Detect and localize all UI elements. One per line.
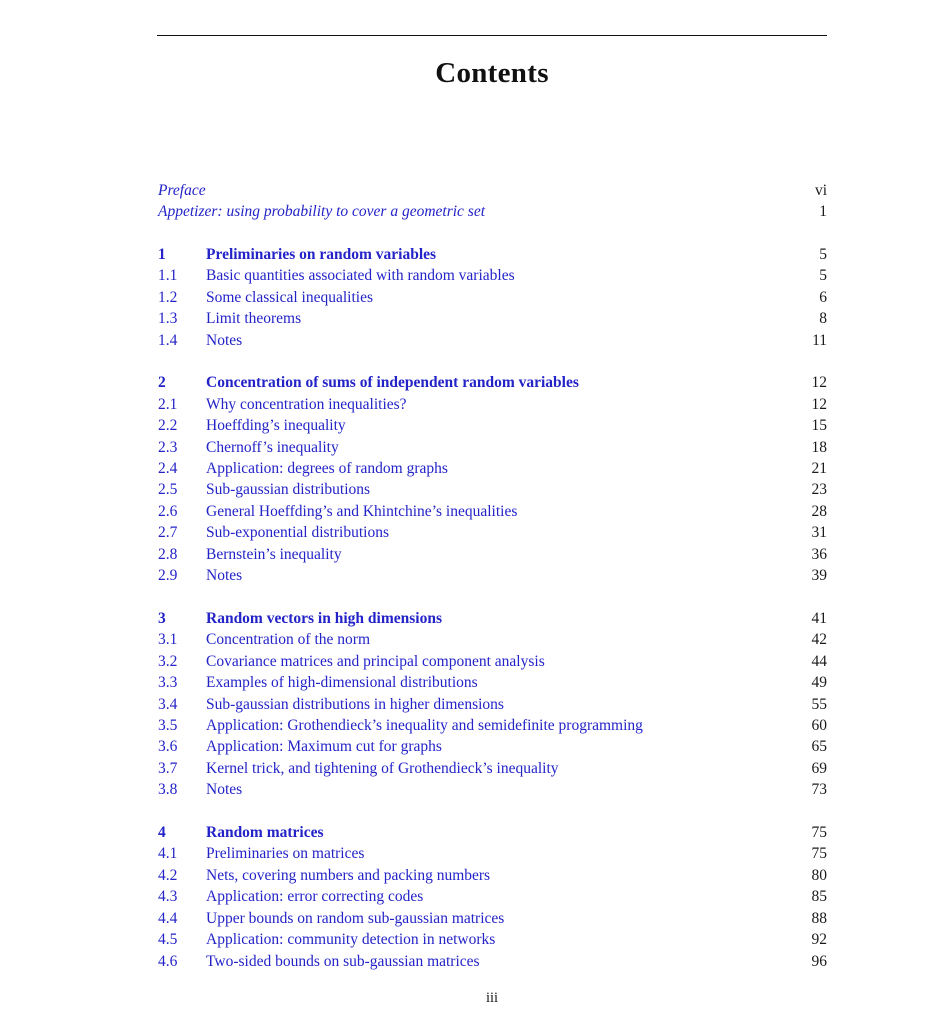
entry-number: 3.8 (158, 781, 178, 799)
entry-page-number: 96 (811, 952, 827, 970)
toc-entry-section-3.8[interactable] (158, 779, 827, 800)
entry-title-link[interactable]: Covariance matrices and principal component analysis (206, 652, 545, 670)
entry-number: 3.7 (158, 759, 178, 777)
entry-title-link[interactable]: Some classical inequalities (206, 288, 374, 306)
entry-title-link[interactable]: Bernstein’s inequality (206, 545, 342, 563)
entry-page-number: 80 (811, 866, 827, 884)
entry-page-number: 11 (812, 331, 827, 349)
entry-number: 4.4 (158, 909, 178, 927)
entry-number: 3.5 (158, 716, 178, 734)
entry-number: 3.3 (158, 674, 178, 692)
entry-page-number: 28 (811, 502, 827, 520)
entry-number: 3.4 (158, 695, 178, 713)
toc-entry-section-2.5[interactable] (158, 479, 827, 500)
entry-number: 2.2 (158, 417, 178, 435)
entry-title-link[interactable]: General Hoeffding’s and Khintchine’s inequalities (206, 502, 518, 520)
toc-entry-frontmatter-0[interactable] (158, 180, 827, 201)
entry-title-link[interactable]: Application: Maximum cut for graphs (206, 738, 442, 756)
entry-page-number: 5 (819, 245, 827, 263)
entry-page-number: 6 (819, 288, 827, 306)
toc-entry-section-4.6[interactable] (158, 951, 827, 972)
entry-title-link[interactable]: Random matrices (206, 823, 324, 841)
entry-number: 2.5 (158, 481, 178, 499)
entry-title-link[interactable]: Notes (206, 781, 243, 799)
toc-entry-chapter-1[interactable] (158, 244, 827, 265)
entry-number: 4.3 (158, 888, 178, 906)
toc-entry-section-4.5[interactable] (158, 929, 827, 950)
entry-title-link[interactable]: Sub-exponential distributions (206, 524, 389, 542)
toc-entry-section-2.2[interactable] (158, 415, 827, 436)
entry-title-link[interactable]: Notes (206, 567, 243, 585)
entry-page-number: 92 (811, 931, 827, 949)
entry-title-link[interactable]: Nets, covering numbers and packing numbers (206, 866, 491, 884)
toc-entry-section-2.7[interactable] (158, 522, 827, 543)
entry-number: 1.4 (158, 331, 178, 349)
entry-title-link[interactable]: Preliminaries on matrices (206, 845, 365, 863)
entry-page-number: 44 (811, 652, 827, 670)
toc-entry-section-2.4[interactable] (158, 458, 827, 479)
entry-page-number: 75 (811, 823, 827, 841)
entry-title-link[interactable]: Why concentration inequalities? (206, 395, 407, 413)
entry-page-number: 73 (811, 781, 827, 799)
entry-title-link[interactable]: Application: degrees of random graphs (206, 459, 448, 477)
entry-title-link[interactable]: Upper bounds on random sub-gaussian matrices (206, 909, 505, 927)
entry-number: 2.6 (158, 502, 178, 520)
entry-title-link[interactable]: Examples of high-dimensional distributions (206, 674, 478, 692)
entry-title-link[interactable]: Kernel trick, and tightening of Grothendieck’s inequality (206, 759, 559, 777)
toc-entry-section-1.3[interactable] (158, 308, 827, 329)
entry-number: 2 (158, 374, 166, 392)
header-rule (157, 35, 827, 36)
entry-number: 3 (158, 609, 166, 627)
toc-entry-section-4.1[interactable] (158, 843, 827, 864)
entry-page-number: 31 (811, 524, 827, 542)
toc-entry-section-3.4[interactable] (158, 694, 827, 715)
entry-page-number: 5 (819, 267, 827, 285)
entry-page-number: 15 (811, 417, 827, 435)
entry-title-link[interactable]: Limit theorems (206, 310, 302, 328)
entry-page-number: 65 (811, 738, 827, 756)
entry-page-number: 23 (811, 481, 827, 499)
entry-title-link[interactable]: Two-sided bounds on sub-gaussian matrices (206, 952, 480, 970)
entry-title-link[interactable]: Application: error correcting codes (206, 888, 424, 906)
entry-title-link[interactable]: Preface (158, 182, 206, 199)
toc-entry-chapter-2[interactable] (158, 372, 827, 393)
entry-page-number: 85 (811, 888, 827, 906)
entry-title-link[interactable]: Concentration of sums of independent random variables (206, 374, 579, 392)
table-of-contents (158, 180, 827, 972)
entry-title-link[interactable]: Appetizer: using probability to cover a geometric set (158, 203, 486, 221)
toc-entry-section-4.2[interactable] (158, 865, 827, 886)
toc-entry-section-2.8[interactable] (158, 544, 827, 565)
entry-title-link[interactable]: Sub-gaussian distributions in higher dimensions (206, 695, 504, 713)
entry-title-link[interactable]: Random vectors in high dimensions (206, 609, 442, 627)
entry-number: 2.1 (158, 395, 178, 413)
entry-number: 2.4 (158, 459, 178, 477)
entry-title-link[interactable]: Application: Grothendieck’s inequality and semidefinite programming (206, 716, 643, 734)
entry-page-number: 1 (819, 203, 827, 221)
entry-title-link[interactable]: Application: community detection in networks (206, 931, 496, 949)
entry-page-number: 69 (811, 759, 827, 777)
entry-page-number: 75 (811, 845, 827, 863)
entry-number: 2.8 (158, 545, 178, 563)
entry-page-number: 18 (811, 438, 827, 456)
page-title: Contents (435, 57, 549, 89)
entry-number: 1 (158, 245, 166, 263)
entry-number: 1.1 (158, 267, 178, 285)
toc-entry-section-1.2[interactable] (158, 287, 827, 308)
toc-entry-chapter-4[interactable] (158, 822, 827, 843)
entry-number: 2.3 (158, 438, 178, 456)
toc-entry-section-2.9[interactable] (158, 565, 827, 586)
entry-page-number: 36 (811, 545, 827, 563)
toc-entry-section-3.6[interactable] (158, 736, 827, 757)
entry-page-number: 42 (811, 631, 827, 649)
entry-page-number: 41 (811, 609, 827, 627)
entry-number: 3.1 (158, 631, 178, 649)
entry-page-number: 49 (811, 674, 827, 692)
entry-title-link[interactable]: Chernoff’s inequality (206, 438, 339, 456)
entry-number: 4.5 (158, 931, 178, 949)
entry-page-number: 12 (811, 374, 827, 392)
entry-title-link[interactable]: Concentration of the norm (206, 631, 370, 649)
entry-page-number: 21 (811, 459, 827, 477)
entry-title-link[interactable]: Preliminaries on random variables (206, 245, 437, 263)
entry-number: 4.6 (158, 952, 178, 970)
entry-number: 2.9 (158, 567, 178, 585)
toc-entry-section-2.3[interactable] (158, 437, 827, 458)
folio-page-number: iii (485, 990, 499, 1006)
entry-number: 2.7 (158, 524, 178, 542)
toc-entry-section-3.2[interactable] (158, 651, 827, 672)
entry-title-link[interactable]: Sub-gaussian distributions (206, 481, 371, 499)
toc-entry-section-1.1[interactable] (158, 265, 827, 286)
entry-number: 3.6 (158, 738, 178, 756)
toc-entry-section-3.5[interactable] (158, 715, 827, 736)
entry-number: 1.3 (158, 310, 178, 328)
entry-number: 1.2 (158, 288, 178, 306)
entry-page-number: 88 (811, 909, 827, 927)
entry-page-number: 39 (811, 567, 827, 585)
entry-page-number: vi (814, 182, 827, 199)
entry-number: 4.1 (158, 845, 178, 863)
entry-title-link[interactable]: Hoeffding’s inequality (206, 417, 346, 435)
entry-page-number: 12 (811, 395, 827, 413)
entry-number: 4.2 (158, 866, 178, 884)
toc-entry-section-1.4[interactable] (158, 330, 827, 351)
toc-entry-section-4.4[interactable] (158, 908, 827, 929)
entry-title-link[interactable]: Basic quantities associated with random variables (206, 267, 515, 285)
entry-title-link[interactable]: Notes (206, 331, 243, 349)
entry-number: 3.2 (158, 652, 178, 670)
toc-entry-frontmatter-1[interactable] (158, 201, 827, 222)
toc-entry-chapter-3[interactable] (158, 608, 827, 629)
entry-page-number: 8 (819, 310, 827, 328)
toc-entry-section-3.7[interactable] (158, 758, 827, 779)
entry-page-number: 55 (811, 695, 827, 713)
toc-entry-section-3.1[interactable] (158, 629, 827, 650)
toc-entry-section-3.3[interactable] (158, 672, 827, 693)
toc-entry-section-2.1[interactable] (158, 394, 827, 415)
entry-number: 4 (158, 823, 166, 841)
toc-entry-section-2.6[interactable] (158, 501, 827, 522)
entry-page-number: 60 (811, 716, 827, 734)
toc-entry-section-4.3[interactable] (158, 886, 827, 907)
